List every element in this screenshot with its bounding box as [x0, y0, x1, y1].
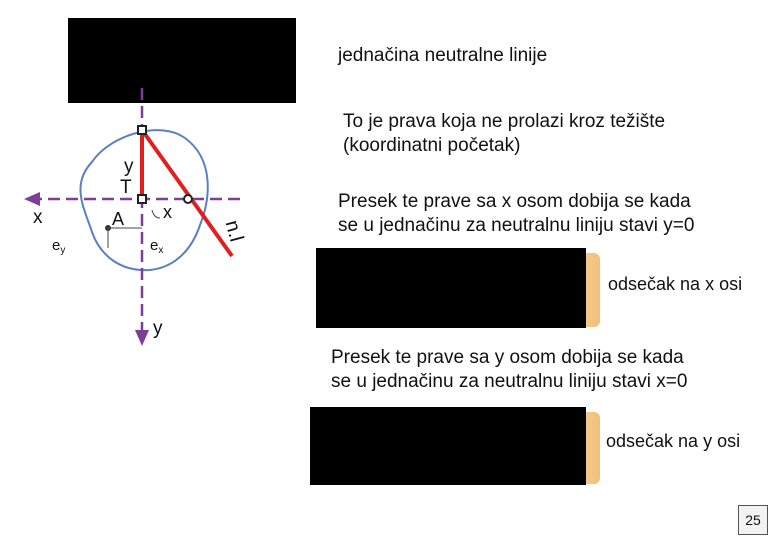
x-axis-arrow [24, 192, 40, 206]
x-intercept-formula-box [316, 248, 586, 328]
formula-label: jednačina neutralne linije [338, 45, 548, 66]
y-intercept-formula-box [310, 407, 586, 485]
x-intercept-label: odsečak na x osi [608, 274, 743, 294]
cross-section-diagram [0, 0, 320, 360]
y-axis-arrow [135, 330, 149, 346]
label-ey: $e_y$ [52, 237, 66, 256]
label-y-bottom: y [153, 318, 163, 339]
label-x-axis: x [163, 202, 172, 222]
x-bracket [152, 210, 160, 218]
label-ex: $e_x$ [150, 237, 164, 256]
line-description: To je prava koja ne prolazi kroz težište (koordinatni početak) [343, 111, 666, 156]
label-y-top: y [124, 156, 134, 177]
y-intersection-description: Presek te prave sa y osom dobija se kada se u jednačinu za neutralnu liniju stavi x=0 [331, 347, 688, 392]
x-intercept-marker [184, 195, 192, 203]
x-intersection-description: Presek te prave sa x osom dobija se kada se u jednačinu za neutralnu liniju stavi y=0 [338, 191, 695, 236]
label-x-left: x [33, 207, 43, 228]
top-point-marker [138, 126, 146, 134]
label-centroid: T [120, 177, 132, 198]
centroid-marker [138, 195, 146, 203]
label-point-a: A [112, 209, 125, 229]
y-intercept-label: odsečak na y osi [606, 431, 741, 451]
page-number: 25 [738, 505, 768, 535]
label-neutral-line: n.l [220, 217, 248, 245]
